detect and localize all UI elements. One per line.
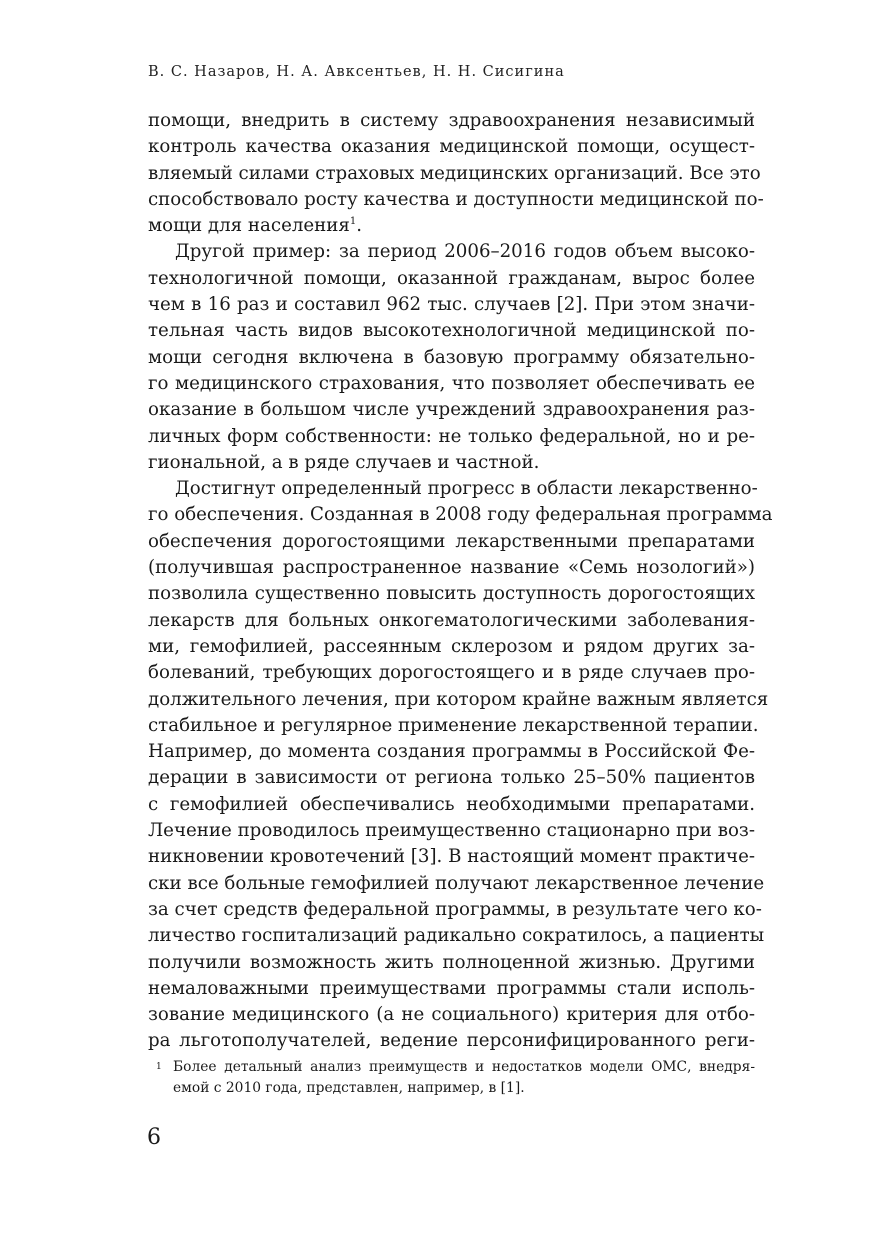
text-line: лекарств для больных онкогематологическими заболевания- bbox=[148, 609, 755, 631]
text-line: оказание в большом числе учреждений здравоохранения раз- bbox=[148, 399, 755, 421]
text-line: технологичной помощи, оказанной гражданам, вырос более bbox=[148, 267, 755, 289]
text-line: Другой пример: за период 2006–2016 годов объем высоко- bbox=[175, 241, 755, 263]
text-line: Например, до момента создания программы в Российской Фе- bbox=[148, 741, 755, 763]
text-line: вляемый силами страховых медицинских организаций. Все это bbox=[148, 162, 761, 184]
text-line: Лечение проводилось преимущественно стационарно при воз- bbox=[148, 820, 755, 842]
text-line: го обеспечения. Созданная в 2008 году федеральная программа bbox=[148, 504, 773, 526]
text-line: личество госпитализаций радикально сократилось, а пациенты bbox=[148, 925, 765, 947]
text-line: гиональной, а в ряде случаев и частной. bbox=[148, 451, 540, 473]
text-line: мощи для населения$^1$. bbox=[148, 215, 363, 237]
body-text bbox=[148, 108, 773, 1055]
text-line: с гемофилией обеспечивались необходимыми препаратами. bbox=[148, 793, 755, 815]
text-line: чем в 16 раз и составил 962 тыс. случаев [2]. При этом значи- bbox=[148, 294, 755, 316]
text-line: ски все больные гемофилией получают лекарственное лечение bbox=[148, 872, 765, 894]
text-line: контроль качества оказания медицинской помощи, осущест- bbox=[148, 136, 755, 158]
running-head: В. С. Назаров, Н. А. Авксентьев, Н. Н. Сисигина bbox=[148, 64, 565, 80]
text-line: Достигнут определенный прогресс в области лекарственно- bbox=[175, 478, 758, 500]
text-line: способствовало росту качества и доступности медицинской по- bbox=[148, 188, 764, 210]
footnote-line: Более детальный анализ преимуществ и недостатков модели ОМС, внедря- bbox=[173, 1059, 755, 1075]
footnote-mark: 1 bbox=[156, 1062, 162, 1072]
text-line: стабильное и регулярное применение лекарственной терапии. bbox=[148, 714, 759, 736]
text-line: обеспечения дорогостоящими лекарственными препаратами bbox=[148, 530, 755, 552]
text-line: никновении кровотечений [3]. В настоящий момент практиче- bbox=[148, 846, 755, 868]
footnotes bbox=[148, 1057, 755, 1099]
text-line: го медицинского страхования, что позволяет обеспечивать ее bbox=[148, 372, 755, 394]
text-line: ра льготополучателей, ведение персонифицированного реги- bbox=[148, 1030, 755, 1052]
text-line: дерации в зависимости от региона только 25–50% пациентов bbox=[148, 767, 755, 789]
text-line: личных форм собственности: не только федеральной, но и ре- bbox=[148, 425, 755, 447]
text-line: мощи сегодня включена в базовую программу обязательно- bbox=[148, 346, 755, 368]
text-line: тельная часть видов высокотехнологичной медицинской по- bbox=[148, 320, 755, 342]
footnote-line: емой с 2010 года, представлен, например, в [1]. bbox=[173, 1080, 525, 1096]
text-line: позволила существенно повысить доступность дорогостоящих bbox=[148, 583, 755, 605]
footnote-ref: 1 bbox=[349, 216, 357, 228]
page-number: 6 bbox=[147, 1125, 161, 1150]
text-line: получили возможность жить полноценной жизнью. Другими bbox=[148, 951, 755, 973]
text-line: болеваний, требующих дорогостоящего и в ряде случаев про- bbox=[148, 662, 755, 684]
text-line: немаловажными преимуществами программы стали исполь- bbox=[148, 977, 755, 999]
text-line: за счет средств федеральной программы, в результате чего ко- bbox=[148, 898, 762, 920]
text-line: помощи, внедрить в систему здравоохранения независимый bbox=[148, 110, 755, 131]
text-line: должительного лечения, при котором крайне важным является bbox=[148, 688, 769, 710]
text-line: зование медицинского (а не социального) критерия для отбо- bbox=[148, 1004, 755, 1026]
text-line: ми, гемофилией, рассеянным склерозом и рядом других за- bbox=[148, 635, 755, 657]
text-line: (получившая распространенное название «Семь нозологий») bbox=[148, 557, 755, 579]
